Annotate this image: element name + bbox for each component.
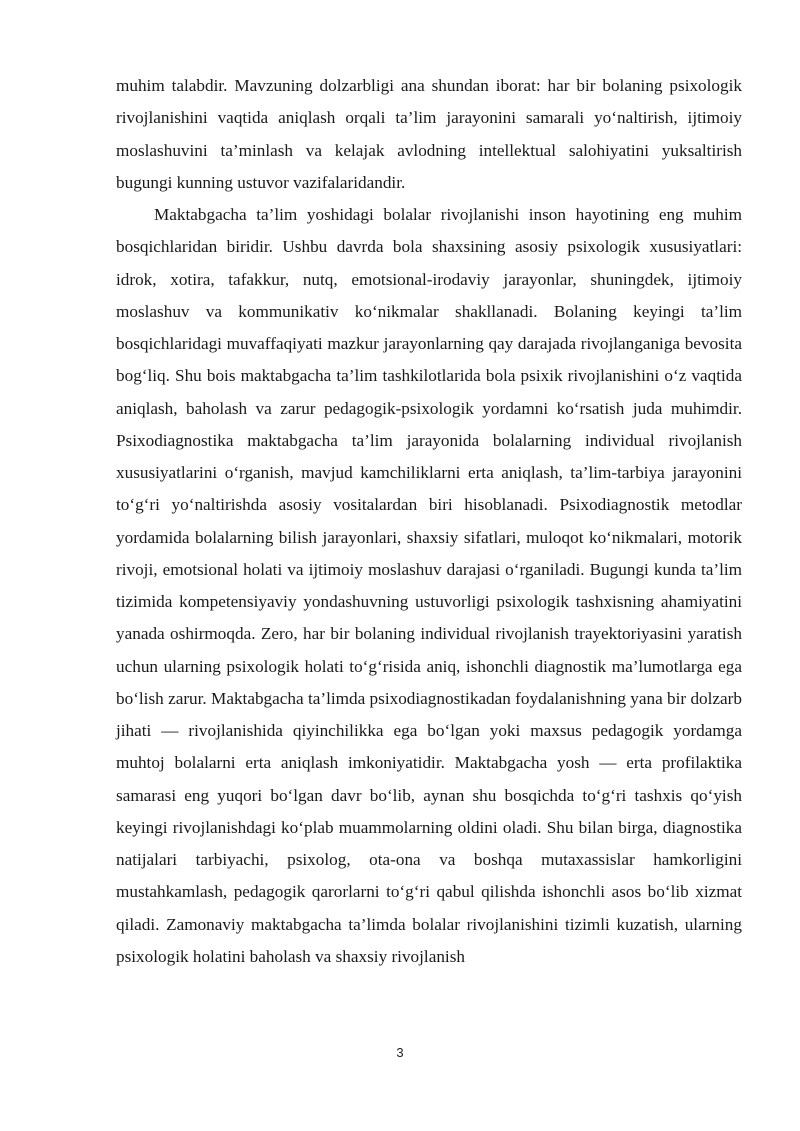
page-number: 3 [396,1045,404,1060]
body-paragraph: Maktabgacha ta’lim yoshidagi bolalar rivojlanishi inson hayotining eng muhim bosqichlaridan biridir. Ushbu davrda bola shaxsining asosiy psixologik xususiyatlari: idrok, xotira, tafakkur, nutq, emotsional-irodaviy jarayonlar, shuningdek, ijtimoiy moslashuv va kommunikativ ko‘nikmalar shakllanadi. Bolaning keyingi ta’lim bosqichlaridagi muvaffaqiyati mazkur jarayonlarning qay darajada rivojlanganiga bevosita bog‘liq. Shu bois maktabgacha ta’lim tashkilotlarida bola psixik rivojlanishini o‘z vaqtida aniqlash, baholash va zarur pedagogik-psixologik yordamni ko‘rsatish juda muhimdir. Psixodiagnostika maktabgacha ta’lim jarayonida bolalarning individual rivojlanish xususiyatlarini o‘rganish, mavjud kamchiliklarni erta aniqlash, ta’lim-tarbiya jarayonini to‘g‘ri yo‘naltirishda asosiy vositalardan biri hisoblanadi. Psixodiagnostik metodlar yordamida bolalarning bilish jarayonlari, shaxsiy sifatlari, muloqot ko‘nikmalari, motorik rivoji, emotsional holati va ijtimoiy moslashuv darajasi o‘rganiladi. Bugungi kunda ta’lim tizimida kompetensiyaviy yondashuvning ustuvorligi psixologik tashxisning ahamiyatini yanada oshirmoqda. Zero, har bir bolaning individual rivojlanish trayektoriyasini yaratish uchun ularning psixologik holati to‘g‘risida aniq, ishonchli diagnostik ma’lumotlarga ega bo‘lish zarur. Maktabgacha ta’limda psixodiagnostikadan foydalanishning yana bir dolzarb jihati — rivojlanishida qiyinchilikka ega bo‘lgan yoki maxsus pedagogik yordamga muhtoj bolalarni erta aniqlash imkoniyatidir. Maktabgacha yosh — erta profilaktika samarasi eng yuqori bo‘lgan davr bo‘lib, aynan shu bosqichda to‘g‘ri tashxis qo‘yish keyingi rivojlanishdagi ko‘plab muammolarning oldini oladi. Shu bilan birga, diagnostika natijalari tarbiyachi, psixolog, ota-ona va boshqa mutaxassislar hamkorligini mustahkamlash, pedagogik qarorlarni to‘g‘ri qabul qilishda ishonchli asos bo‘lib xizmat qiladi. Zamonaviy maktabgacha ta’limda bolalar rivojlanishini tizimli kuzatish, ularning psixologik holatini baholash va shaxsiy rivojlanish [116,205,742,966]
body-paragraph: muhim talabdir. Mavzuning dolzarbligi ana shundan iborat: har bir bolaning psixologik rivojlanishini vaqtida aniqlash orqali ta’lim jarayonini samarali yo‘naltirish, ijtimoiy moslashuvini ta’minlash va kelajak avlodning intellektual salohiyatini yuksaltirish bugungi kunning ustuvor vazifalaridandir. [116,76,742,192]
document-page [116,70,742,973]
